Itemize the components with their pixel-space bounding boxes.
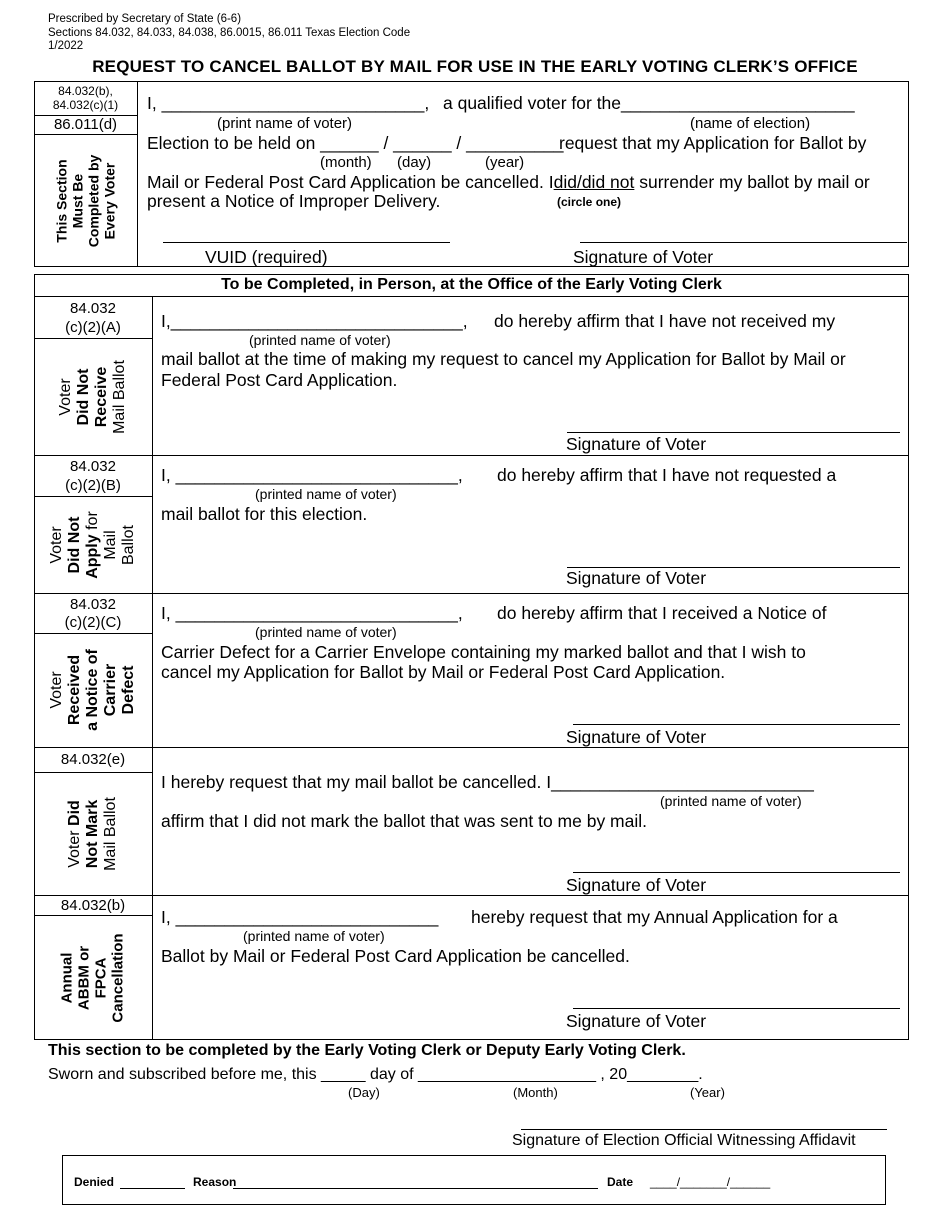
row-c-signature-label: Signature of Voter — [566, 727, 707, 747]
year-label: (Year) — [690, 1085, 725, 1100]
clerk-office-heading: To be Completed, in Person, at the Office of the Early Voting Clerk — [221, 276, 722, 293]
row-a-signature-line[interactable] — [567, 432, 900, 433]
row-a-text-line2: mail ballot at the time of making my request to cancel my Application for Ballot by Mail or — [161, 349, 846, 369]
row-a-name-label: (printed name of voter) — [249, 332, 391, 348]
row-c-affirm-text: do hereby affirm that I received a Notice of — [497, 603, 827, 623]
row-a-affirm-text: do hereby affirm that I have not received my — [494, 311, 836, 331]
print-name-label: (print name of voter) — [217, 115, 353, 132]
code-a-line1: 84.032 — [70, 300, 116, 317]
code-84032b: 84.032(b), — [58, 84, 113, 98]
annual-cancellation-side-label: Annual ABBM or FPCA Cancellation — [59, 932, 127, 1023]
did-not-apply-side-label: Voter Did Not Apply for Mail Ballot — [47, 510, 137, 579]
date-field[interactable]: ____/_______/______ — [650, 1175, 771, 1189]
row-c-text-line3: cancel my Application for Ballot by Mail or Federal Post Card Application. — [161, 662, 726, 682]
election-date-line[interactable]: Election to be held on ______ / ______ / __________ — [147, 133, 564, 153]
row-d-signature-line[interactable] — [573, 872, 900, 873]
row-e-request-text: hereby request that my Annual Application for a — [471, 907, 838, 927]
voter-signature-line[interactable] — [580, 242, 907, 243]
month-label: (Month) — [513, 1085, 558, 1100]
code-a-line2: (c)(2)(A) — [65, 319, 121, 336]
row-e-text-line2: Ballot by Mail or Federal Post Card Application be cancelled. — [161, 946, 630, 966]
official-signature-label: Signature of Election Official Witnessing Affidavit — [512, 1132, 856, 1149]
row-c-text-line2: Carrier Defect for a Carrier Envelope containing my marked ballot and that I wish to — [161, 642, 806, 662]
row-e-name-label: (printed name of voter) — [243, 928, 385, 944]
row-d-name-label: (printed name of voter) — [660, 793, 802, 809]
row-e-signature-line[interactable] — [573, 1008, 900, 1009]
election-name-line[interactable]: a qualified voter for the________________________ — [443, 93, 855, 113]
form-title: REQUEST TO CANCEL BALLOT BY MAIL FOR USE IN THE EARLY VOTING CLERK’S OFFICE — [92, 57, 858, 76]
row-b-name-line[interactable]: I, _____________________________, — [161, 465, 463, 485]
date-label: Date — [607, 1175, 634, 1189]
row-b-text-line2: mail ballot for this election. — [161, 504, 368, 524]
code-84032c1: 84.032(c)(1) — [52, 98, 119, 112]
row-d-request-line[interactable]: I hereby request that my mail ballot be cancelled. I___________________________ — [161, 772, 814, 792]
did-not-mark-side-label: Voter Did Not Mark Mail Ballot — [66, 796, 119, 871]
reason-label: Reason — [193, 1175, 237, 1189]
sections-reference: Sections 84.032, 84.033, 84.038, 86.0015, 86.011 Texas Election Code — [48, 27, 411, 39]
day-label: (day) — [397, 154, 432, 171]
vuid-line[interactable] — [163, 242, 450, 243]
row-c-name-label: (printed name of voter) — [255, 624, 397, 640]
clerk-section-heading: This section to be completed by the Early Voting Clerk or Deputy Early Voting Clerk. — [48, 1042, 686, 1059]
sworn-statement[interactable]: Sworn and subscribed before me, this _____ day of ____________________ , 20________. — [48, 1066, 703, 1083]
code-e: 84.032(b) — [60, 897, 126, 914]
carrier-defect-side-label: Voter Received a Notice of Carrier Defect — [47, 649, 137, 731]
code-c-line1: 84.032 — [70, 596, 116, 613]
code-d: 84.032(e) — [60, 751, 126, 768]
code-b-line1: 84.032 — [70, 458, 116, 475]
row-e-name-line[interactable]: I, ___________________________ — [161, 907, 439, 927]
day-label: (Day) — [348, 1085, 380, 1100]
row-c-name-line[interactable]: I, _____________________________, — [161, 603, 463, 623]
row-a-signature-label: Signature of Voter — [566, 434, 707, 454]
row-a-name-line[interactable]: I,______________________________, — [161, 311, 468, 331]
improper-delivery-text: present a Notice of Improper Delivery. — [147, 191, 441, 211]
every-voter-side-label: This Section Must Be Completed by Every Voter — [53, 154, 118, 247]
denied-field[interactable] — [120, 1188, 185, 1189]
row-c-signature-line[interactable] — [573, 724, 900, 725]
denied-label: Denied — [74, 1175, 115, 1189]
official-signature-line[interactable] — [521, 1129, 887, 1130]
code-b-line2: (c)(2)(B) — [65, 477, 121, 494]
prescribed-by: Prescribed by Secretary of State (6-6) — [48, 13, 242, 25]
did-not-receive-side-label: Voter Did Not Receive Mail Ballot — [57, 359, 128, 434]
signature-label: Signature of Voter — [573, 247, 714, 267]
request-text: request that my Application for Ballot by — [559, 133, 867, 153]
row-d-signature-label: Signature of Voter — [566, 875, 707, 895]
code-c-line2: (c)(2)(C) — [64, 614, 122, 631]
row-b-name-label: (printed name of voter) — [255, 486, 397, 502]
row-a-text-line3: Federal Post Card Application. — [161, 370, 398, 390]
election-name-label: (name of election) — [690, 115, 811, 132]
reason-field[interactable] — [233, 1188, 598, 1189]
row-d-text-line2: affirm that I did not mark the ballot that was sent to me by mail. — [161, 811, 648, 831]
voter-name-line[interactable]: I, ___________________________, — [147, 93, 430, 113]
form-date: 1/2022 — [48, 40, 84, 52]
year-label: (year) — [485, 154, 525, 171]
cancel-statement: Mail or Federal Post Card Application be cancelled. Idid/did not surrender my ballot by mail or — [147, 172, 870, 192]
row-e-signature-label: Signature of Voter — [566, 1011, 707, 1031]
did-did-not-choice[interactable]: did/did not — [553, 172, 635, 192]
circle-one-note: (circle one) — [557, 195, 622, 209]
row-b-affirm-text: do hereby affirm that I have not requested a — [497, 465, 837, 485]
row-b-signature-label: Signature of Voter — [566, 568, 707, 588]
month-label: (month) — [320, 154, 372, 171]
vuid-label: VUID (required) — [205, 247, 328, 267]
code-86011d: 86.011(d) — [53, 116, 118, 133]
